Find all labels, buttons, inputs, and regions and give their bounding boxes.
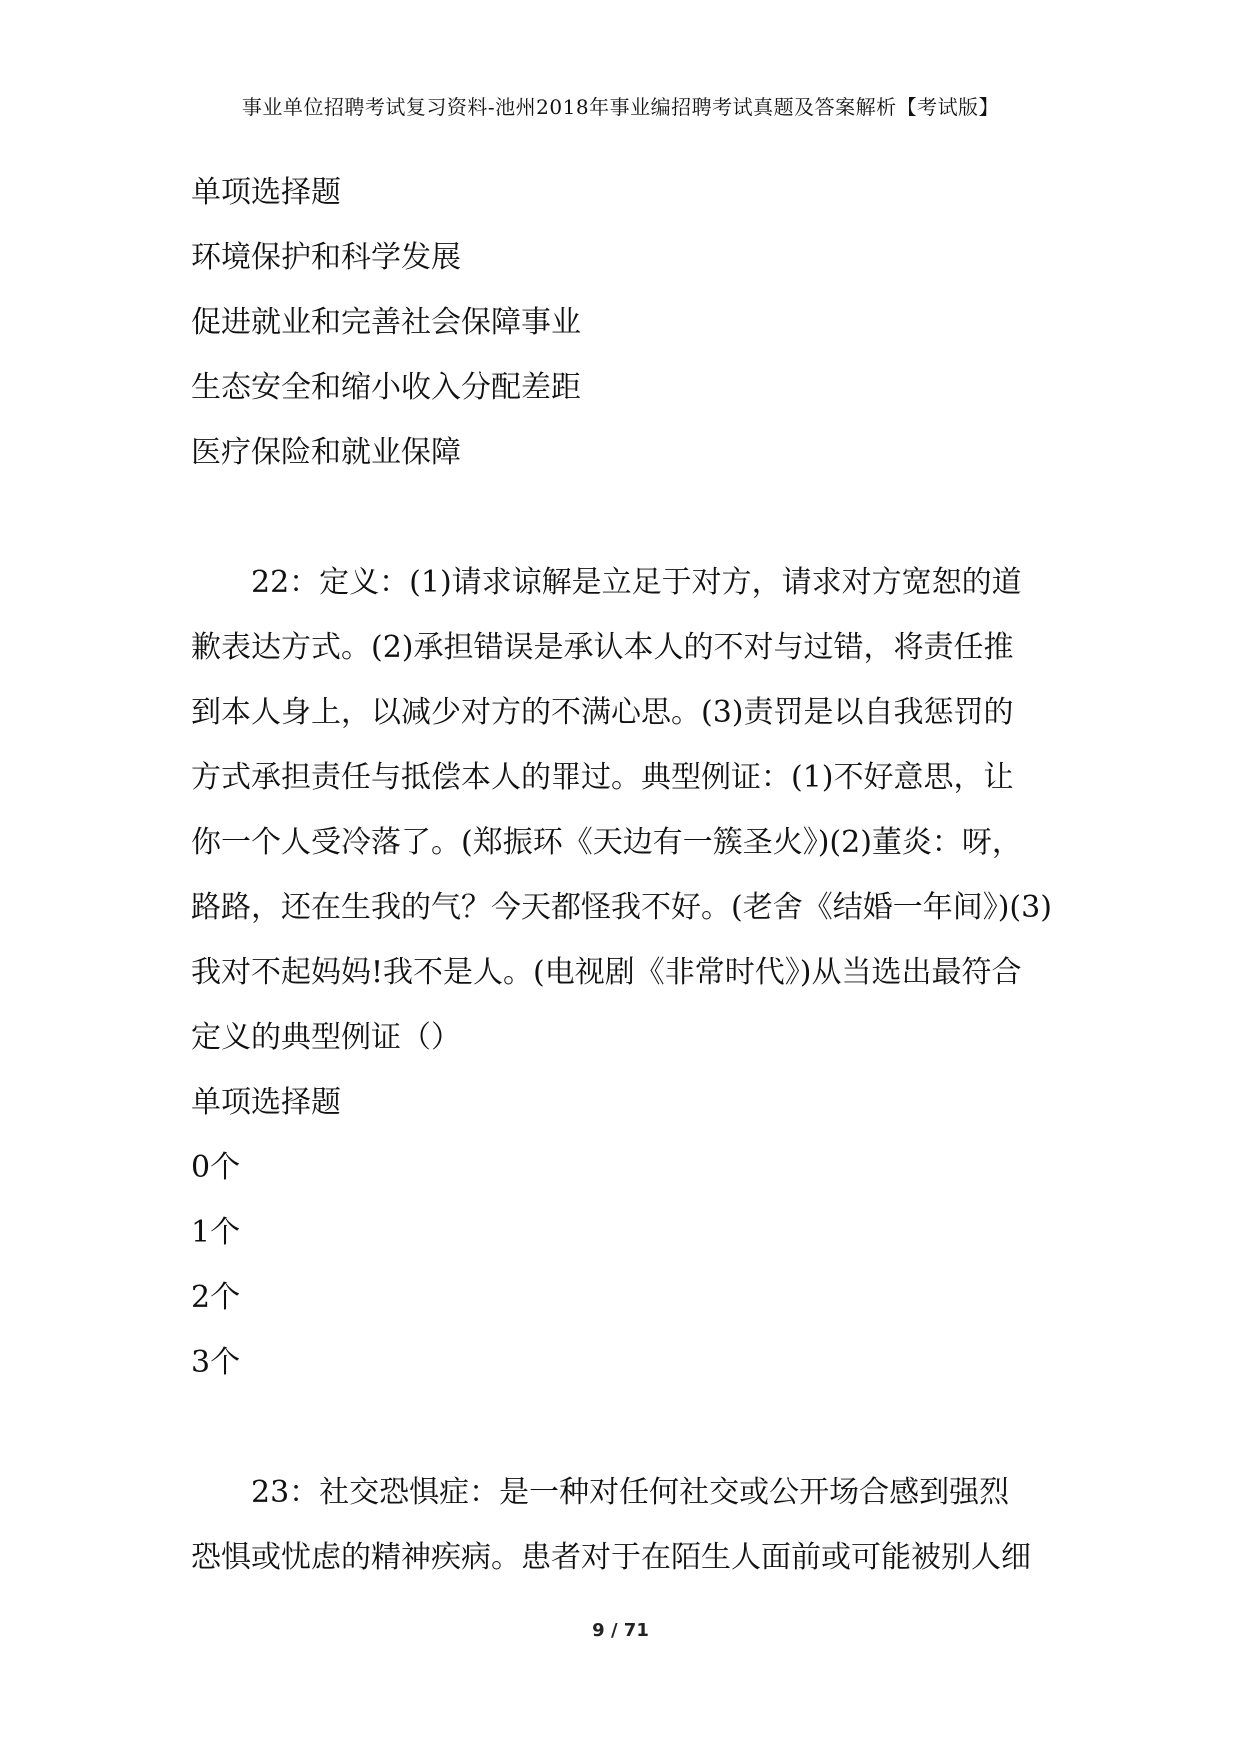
paragraph-spacer [191, 485, 1061, 550]
question-22-text-line: 你一个人受冷落了。(郑振环《天边有一簇圣火》)(2)董炎：呀， [191, 825, 1022, 860]
question-22-text-line: 路路，还在生我的气？今天都怪我不好。(老舍《结婚一年间》)(3) [191, 890, 1052, 925]
question-22-text-line: 到本人身上，以减少对方的不满心思。(3)责罚是以自我惩罚的 [191, 695, 1014, 730]
question-23-text-line: 23：社交恐惧症：是一种对任何社交或公开场合感到强烈 [251, 1475, 1010, 1510]
document-body [191, 160, 1061, 1590]
question-type-label: 单项选择题 [191, 175, 341, 210]
option-a: 环境保护和科学发展 [191, 240, 461, 275]
option-b: 1个 [191, 1215, 241, 1250]
question-23-text-line: 恐惧或忧虑的精神疾病。患者对于在陌生人面前或可能被别人细 [191, 1540, 1031, 1575]
question-21-choices [191, 160, 1061, 485]
option-c: 生态安全和缩小收入分配差距 [191, 370, 581, 405]
question-23 [191, 1460, 1061, 1590]
page-number: 9 / 71 [592, 1620, 649, 1641]
option-b: 促进就业和完善社会保障事业 [191, 305, 581, 340]
option-d: 3个 [191, 1345, 241, 1380]
paragraph-spacer [191, 1395, 1061, 1460]
question-type-label: 单项选择题 [191, 1085, 341, 1120]
question-22-text-line: 方式承担责任与抵偿本人的罪过。典型例证：(1)不好意思，让 [191, 760, 1014, 795]
question-22 [191, 550, 1061, 1395]
question-22-text-line: 我对不起妈妈!我不是人。(电视剧《非常时代》)从当选出最符合 [191, 955, 1022, 990]
option-d: 医疗保险和就业保障 [191, 435, 461, 470]
page-header: 事业单位招聘考试复习资料-池州2018年事业编招聘考试真题及答案解析【考试版】 [241, 95, 1000, 119]
option-c: 2个 [191, 1280, 241, 1315]
question-22-text-line: 定义的典型例证（） [191, 1020, 461, 1055]
option-a: 0个 [191, 1150, 241, 1185]
question-22-text-line: 歉表达方式。(2)承担错误是承认本人的不对与过错，将责任推 [191, 630, 1014, 665]
question-22-text-line: 22：定义：(1)请求谅解是立足于对方，请求对方宽恕的道 [251, 565, 1022, 600]
